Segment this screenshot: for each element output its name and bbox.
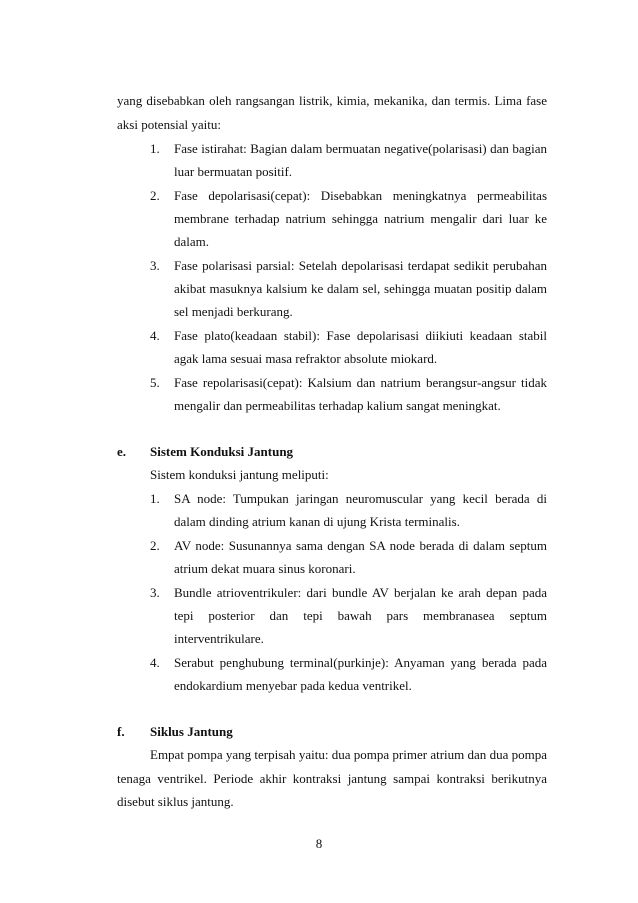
list-item-line: Fase repolarisasi(cepat): Kalsium dan natrium berangsur-angsur tidak bbox=[174, 375, 547, 390]
list-item-line: Bundle atrioventrikuler: dari bundle AV berjalan ke arah depan pada bbox=[174, 585, 547, 600]
list-number: 4. bbox=[150, 328, 160, 343]
list-item-line: akibat masuknya kalsium ke dalam sel, sehingga muatan positip dalam bbox=[174, 281, 547, 296]
list-number: 5. bbox=[150, 375, 160, 390]
list-number: 1. bbox=[150, 491, 160, 506]
section-heading: Siklus Jantung bbox=[150, 724, 233, 739]
list-number: 3. bbox=[150, 585, 160, 600]
list-item-line: Fase plato(keadaan stabil): Fase depolarisasi diikiuti keadaan stabil bbox=[174, 328, 547, 343]
list-number: 2. bbox=[150, 188, 160, 203]
list-item-line: Serabut penghubung terminal(purkinje): Anyaman yang berada pada bbox=[174, 655, 547, 670]
list-item-line: membrane terhadap natrium sehingga natrium mengalir dari luar ke bbox=[174, 211, 547, 226]
list-number: 3. bbox=[150, 258, 160, 273]
list-item-line: atrium dekat muara sinus koronari. bbox=[174, 561, 356, 576]
list-item-line: dalam dinding atrium kanan di ujung Krista terminalis. bbox=[174, 514, 460, 529]
section-intro: Sistem konduksi jantung meliputi: bbox=[150, 467, 329, 482]
list-item-line: AV node: Susunannya sama dengan SA node berada di dalam septum bbox=[174, 538, 547, 553]
intro-line: aksi potensial yaitu: bbox=[117, 117, 221, 132]
list-number: 4. bbox=[150, 655, 160, 670]
intro-line: yang disebabkan oleh rangsangan listrik, kimia, mekanika, dan termis. Lima fase bbox=[117, 93, 547, 108]
paragraph-line: Empat pompa yang terpisah yaitu: dua pompa primer atrium dan dua pompa bbox=[150, 747, 547, 762]
list-item-line: Fase polarisasi parsial: Setelah depolarisasi terdapat sedikit perubahan bbox=[174, 258, 547, 273]
paragraph-line: tenaga ventrikel. Periode akhir kontraksi jantung sampai kontraksi berikutnya bbox=[117, 771, 547, 786]
list-number: 1. bbox=[150, 141, 160, 156]
list-item-line: agak lama sesuai masa refraktor absolute miokard. bbox=[174, 351, 438, 366]
section-letter: f. bbox=[117, 724, 125, 739]
list-item-line: SA node: Tumpukan jaringan neuromuscular yang kecil berada di bbox=[174, 491, 547, 506]
list-item-line: Fase istirahat: Bagian dalam bermuatan negative(polarisasi) dan bagian bbox=[174, 141, 547, 156]
page-number: 8 bbox=[315, 836, 323, 851]
list-item-line: luar bermuatan positif. bbox=[174, 164, 293, 179]
list-item-line: Fase depolarisasi(cepat): Disebabkan meningkatnya permeabilitas bbox=[174, 188, 547, 203]
list-item-line: endokardium menyebar pada kedua ventrikel. bbox=[174, 678, 412, 693]
list-number: 2. bbox=[150, 538, 160, 553]
list-item-line: mengalir dan permeabilitas terhadap kalium sangat meningkat. bbox=[174, 398, 501, 413]
list-item-line: tepi posterior dan tepi bawah pars membranasea septum bbox=[174, 608, 547, 623]
paragraph-line: disebut siklus jantung. bbox=[117, 794, 234, 809]
list-item-line: interventrikulare. bbox=[174, 631, 264, 646]
list-item-line: sel menjadi berkurang. bbox=[174, 304, 293, 319]
section-letter: e. bbox=[117, 444, 127, 459]
list-item-line: dalam. bbox=[174, 234, 210, 249]
section-heading: Sistem Konduksi Jantung bbox=[150, 444, 294, 459]
